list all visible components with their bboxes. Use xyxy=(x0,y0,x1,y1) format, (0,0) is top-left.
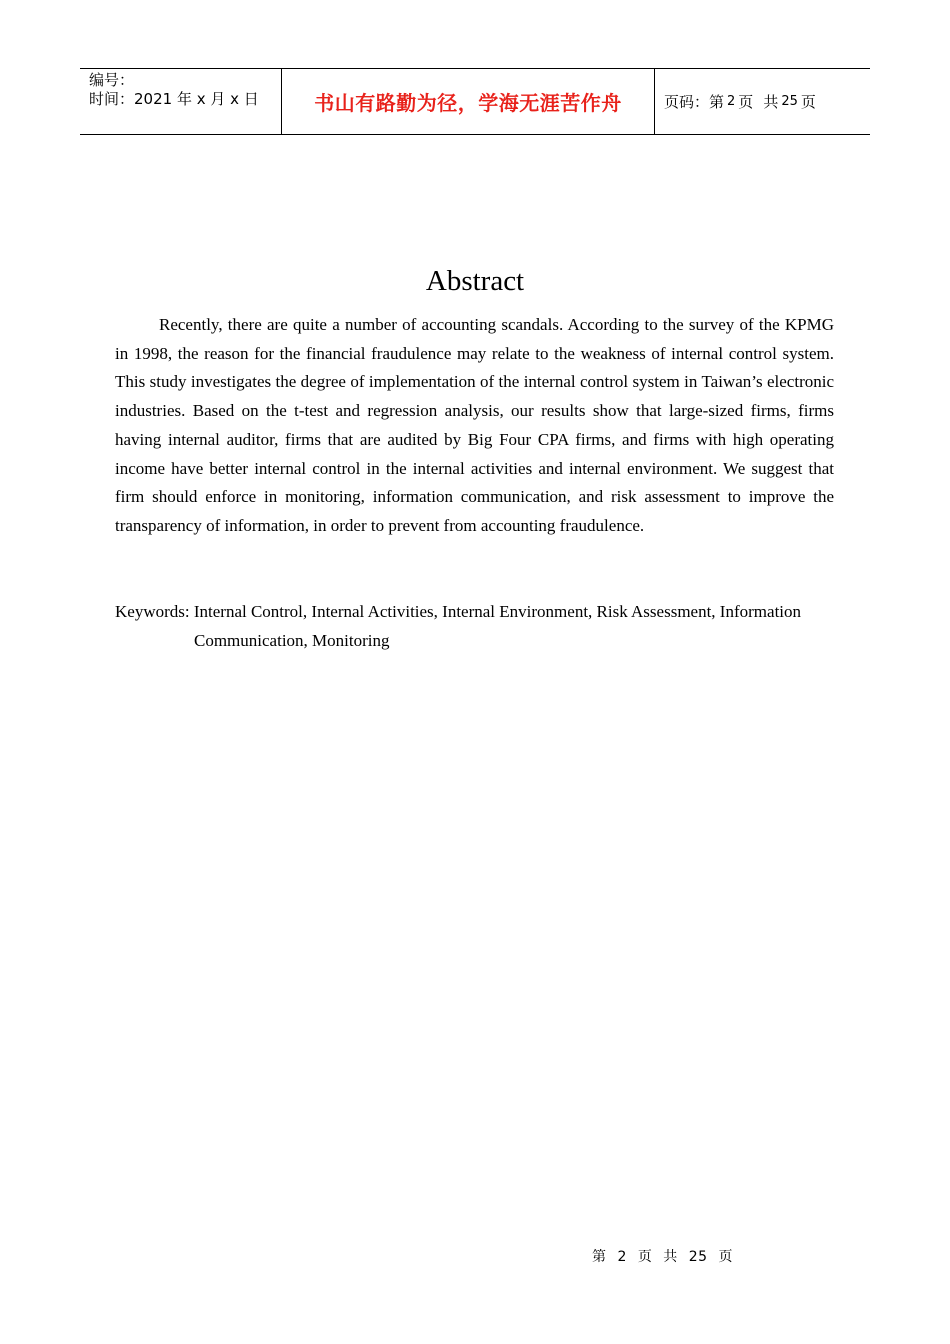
footer-gong: 共 xyxy=(663,1249,678,1265)
keywords-line-2: Communication, Monitoring xyxy=(194,630,390,650)
footer-ye-end: 页 xyxy=(718,1249,734,1265)
page-number: 2 xyxy=(727,94,736,109)
page-header xyxy=(80,68,870,135)
footer-total-pages: 25 xyxy=(688,1249,708,1265)
page-label: 页码：第 xyxy=(664,93,725,111)
total-pages: 25 xyxy=(781,94,798,109)
footer-page-number: 2 xyxy=(617,1249,627,1265)
header-page-info xyxy=(655,69,870,134)
footer-di: 第 xyxy=(592,1249,607,1265)
total-label: 共 xyxy=(763,93,779,111)
abstract-title: Abstract xyxy=(425,265,525,297)
date-label: 时间：2021 年 x 月 x 日 xyxy=(89,90,259,108)
header-meta xyxy=(80,69,281,134)
abstract-body: Recently, there are quite a number of accounting scandals. According to the survey of the KPMG in 1998, the reason for the financial fraudulence may relate to the weakness of internal control system. This study investigates the degree of implementation of the internal control system in Taiwan’s electronic industries. Based on the t-test and regression analysis, our results show that large-sized firms, firms having internal auditor, firms that are audited by Big Four CPA firms, and firms with high operating income have better internal control in the internal activities and internal environment. We suggest that firm should enforce in monitoring, information communication, and risk assessment to improve the transparency of information, in order to prevent from accounting fraudulence. xyxy=(115,315,834,535)
keywords-line-1: Keywords: Internal Control, Internal Activities, Internal Environment, Risk Assessment, Information xyxy=(115,602,802,621)
footer-ye: 页 xyxy=(637,1249,653,1265)
keywords xyxy=(115,598,834,655)
page-footer xyxy=(592,1246,739,1266)
page-unit: 页 xyxy=(738,93,754,111)
serial-number-label: 编号： xyxy=(89,71,135,89)
total-unit: 页 xyxy=(800,93,816,111)
header-motto: 书山有路勤为径，学海无涯苦作舟 xyxy=(281,69,655,134)
